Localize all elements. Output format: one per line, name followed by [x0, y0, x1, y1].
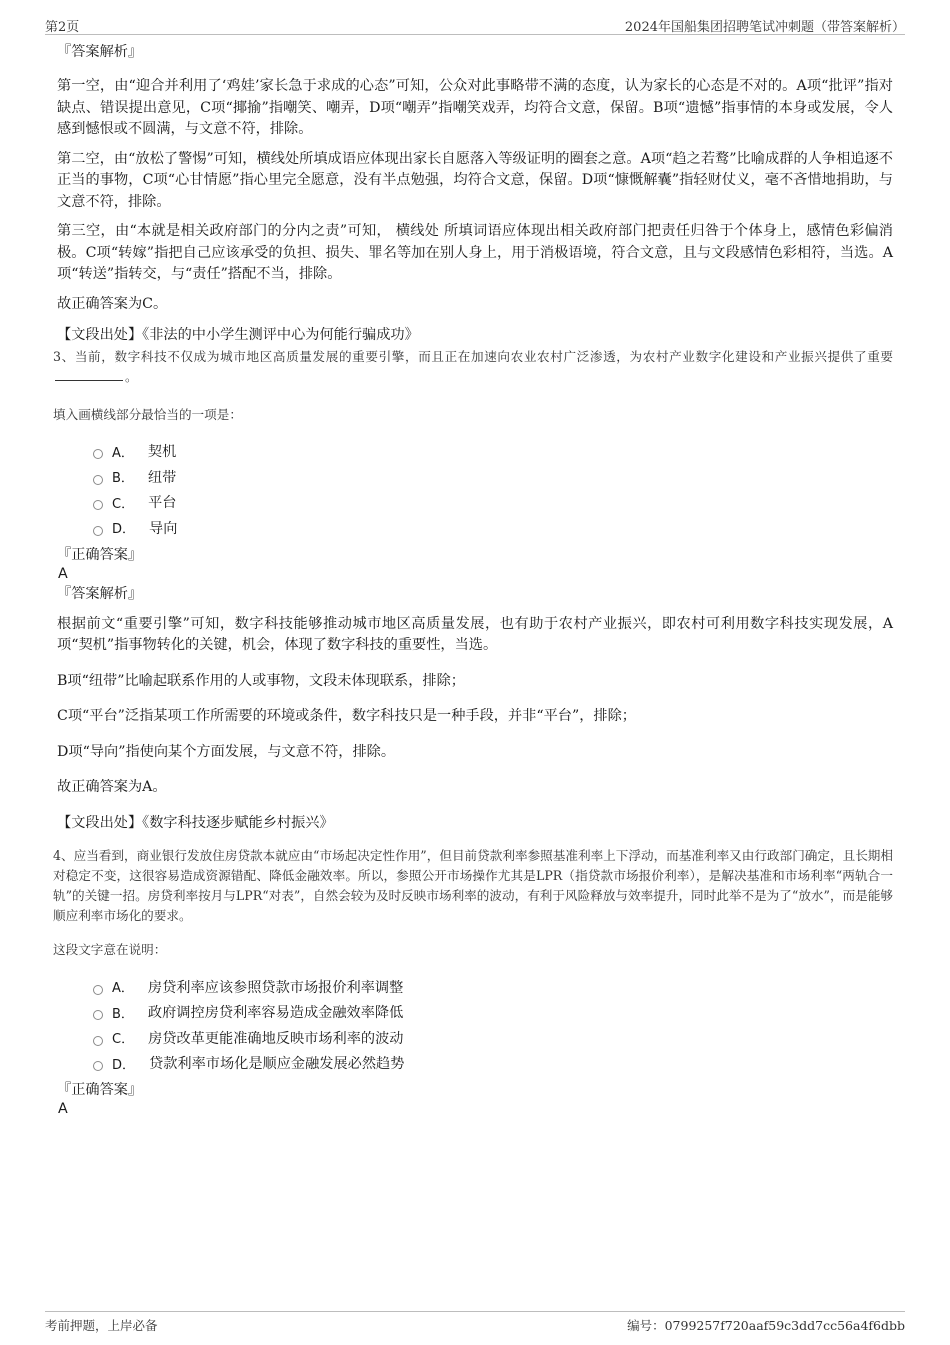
radio-icon[interactable] — [93, 1036, 103, 1046]
question-4 — [53, 846, 893, 1076]
option-a[interactable]: A． 契机 — [93, 439, 893, 465]
explanation-label: 『答案解析』 — [57, 44, 143, 60]
option-c[interactable]: C． 房贷改革更能准确地反映市场利率的波动 — [93, 1025, 893, 1051]
question-prompt: 填入画横线部分最恰当的一项是： — [53, 406, 242, 422]
question-3 — [53, 347, 893, 541]
source-citation: 【文段出处】《非法的中小学生测评中心为何能行骗成功》 — [57, 327, 419, 343]
option-list — [93, 439, 893, 541]
document-title: 2024年国船集团招聘笔试冲刺题（带答案解析） — [624, 20, 905, 35]
q2-explanation — [57, 42, 893, 347]
option-b[interactable]: B． 政府调控房贷利率容易造成金融效率降低 — [93, 1000, 893, 1026]
radio-icon[interactable] — [93, 475, 103, 485]
explanation-paragraph: D项“导向”指使向某个方面发展，与文意不符，排除。 — [57, 743, 396, 760]
answer-label: 『正确答案』 — [57, 546, 143, 563]
question-stem: 3、当前，数字科技不仅成为城市地区高质量发展的重要引擎，而且正在加速向农业农村广泛渗透，为农村产业数字化建设和产业振兴提供了重要。 — [53, 348, 893, 384]
page-header — [45, 14, 905, 35]
explanation-label: 『答案解析』 — [57, 585, 143, 602]
option-d[interactable]: D． 导向 — [93, 515, 893, 541]
page-footer — [45, 1311, 905, 1334]
explanation-paragraph: 第一空，由“迎合并利用了‘鸡娃’家长急于求成的心态”可知，公众对此事略带不满的态度，认为家长的心态是不对的。A项“批评”指对缺点、错误提出意见，C项“揶揄”指嘲笑、嘲弄，D项“嘲弄”指嘲笑戏弄，均符合文意，保留。B项“遗憾”指事情的本身或发展，令人感到憾恨或不圆满，与文意不符，排除。 — [57, 78, 893, 137]
radio-icon[interactable] — [93, 1061, 103, 1071]
explanation-conclusion: 故正确答案为C。 — [57, 295, 168, 312]
explanation-paragraph: 第二空，由“放松了警惕”可知，横线处所填成语应体现出家长自愿落入等级证明的圈套之意。A项“趋之若鹜”比喻成群的人争相追逐不正当的事物，C项“心甘情愿”指心里完全愿意，没有半点勉强，均符合文意，保留。D项“慷慨解囊”指轻财仗义，毫不吝惜地捐助，与文意不符，排除。 — [57, 150, 893, 210]
correct-answer: A — [58, 565, 68, 582]
document-id: 编号：0799257f720aaf59c3dd7cc56a4f6dbb — [627, 1318, 905, 1333]
answer-label: 『正确答案』 — [57, 1082, 143, 1098]
correct-answer: A — [58, 1101, 68, 1117]
footer-slogan: 考前押题，上岸必备 — [45, 1318, 158, 1333]
explanation-paragraph: 第三空，由“本就是相关政府部门的分内之责”可知， 横线处 所填词语应体现出相关政府部门把责任归咎于个体身上，感情色彩偏消极。C项“转嫁”指把自己应该承受的负担、损失、罪名等加在别人身上，用于消极语境，符合文意，且与文段感情色彩相符，当选。A项“转送”指转交，与“责任”搭配不当，排除。 — [57, 223, 893, 282]
radio-icon[interactable] — [93, 449, 103, 459]
question-prompt: 这段文字意在说明： — [53, 942, 167, 957]
explanation-paragraph: C项“平台”泛指某项工作所需要的环境或条件，数字科技只是一种手段，并非“平台”，排除； — [57, 708, 636, 724]
option-list — [93, 974, 893, 1076]
page-content — [53, 42, 893, 1119]
option-c[interactable]: C． 平台 — [93, 490, 893, 516]
radio-icon[interactable] — [93, 1010, 103, 1020]
radio-icon[interactable] — [93, 526, 103, 536]
explanation-conclusion: 故正确答案为A。 — [57, 779, 167, 795]
option-a[interactable]: A． 房贷利率应该参照贷款市场报价利率调整 — [93, 974, 893, 1000]
explanation-paragraph: B项“纽带”比喻起联系作用的人或事物，文段未体现联系，排除； — [57, 672, 465, 689]
explanation-paragraph: 根据前文“重要引擎”可知，数字科技能够推动城市地区高质量发展，也有助于农村产业振兴，即农村可利用数字科技实现发展，A项“契机”指事物转化的关键，机会，体现了数字科技的重要性，当选。 — [57, 615, 893, 653]
answer-blank — [55, 368, 123, 381]
radio-icon[interactable] — [93, 500, 103, 510]
question-stem: 4、应当看到，商业银行发放住房贷款本就应由“市场起决定性作用”，但目前贷款利率参照基准利率上下浮动，而基准利率又由行政部门确定，且长期相对稳定不变，这很容易造成资源错配、降低金融效率。所以，参照公开市场操作尤其是LPR（指贷款市场报价利率），是解决基准和市场利率“两轨合一轨”的关键一招。房贷利率按月与LPR“对表”，自然会较为及时反映市场利率的波动，有利于风险释放与效率提升，同时此举不是为了“放水”，而是能够顺应利率市场化的要求。 — [53, 848, 893, 923]
option-b[interactable]: B． 纽带 — [93, 464, 893, 490]
option-d[interactable]: D． 贷款利率市场化是顺应金融发展必然趋势 — [93, 1051, 893, 1077]
source-citation: 【文段出处】《数字科技逐步赋能乡村振兴》 — [57, 814, 334, 831]
radio-icon[interactable] — [93, 985, 103, 995]
page-number: 第2页 — [45, 20, 80, 35]
